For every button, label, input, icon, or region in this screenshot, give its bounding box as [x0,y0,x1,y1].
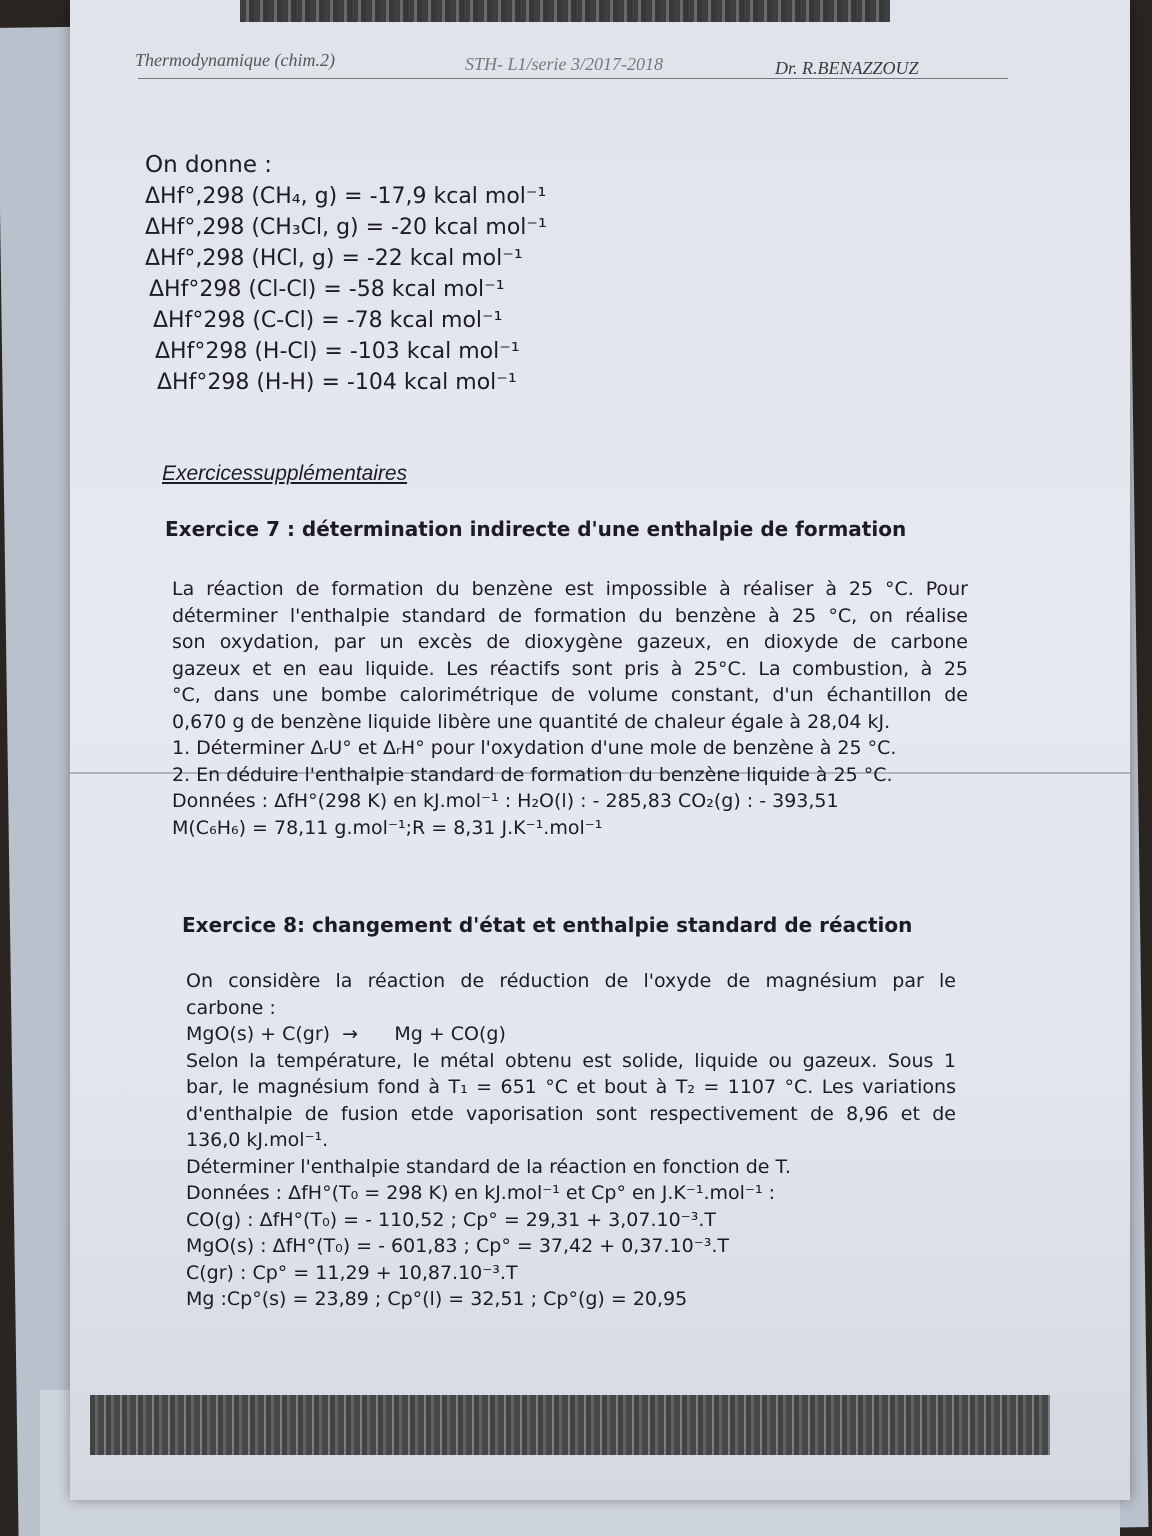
exercise-8-line: d'enthalpie de fusion etde vaporisation sont respectivement de 8,96 et de [186,1102,956,1125]
exercise-8-line: carbone : [186,996,276,1019]
exercise-7-text [172,576,968,841]
given-line: ΔHf°298 (C-Cl) = -78 kcal mol⁻¹ [153,308,503,333]
exercise-8-question: Déterminer l'enthalpie standard de la réaction en fonction de T. [186,1155,791,1178]
exercise-8-data: Données : ΔfH°(T₀ = 298 K) en kJ.mol⁻¹ et Cp° en J.K⁻¹.mol⁻¹ : [186,1182,776,1204]
exercise-8-line: On considère la réaction de réduction de l'oxyde de magnésium par le [186,970,956,992]
given-line: ΔHf°,298 (CH₄, g) = -17,9 kcal mol⁻¹ [145,184,547,209]
exercise-7-data: Données : ΔfH°(298 K) en kJ.mol⁻¹ : H₂O(l) : - 285,83 CO₂(g) : - 393,51 [172,790,839,812]
given-data-block [145,150,965,398]
top-print-smudge [240,0,890,22]
exercise-7-line: son oxydation, par un excès de dioxygène gazeux, en dioxyde de carbone [172,631,968,653]
exercise-7-line: gazeux et en eau liquide. Les réactifs sont pris à 25°C. La combustion, à 25 [172,657,968,680]
exercise-8-line: 136,0 kJ.mol⁻¹. [186,1129,329,1151]
exercise-8-line: Selon la température, le métal obtenu est solide, liquide ou gazeux. Sous 1 [186,1049,956,1072]
page-header [135,50,1005,86]
exercise-8-data: MgO(s) : ΔfH°(T₀) = - 601,83 ; Cp° = 37,42 + 0,37.10⁻³.T [186,1235,730,1257]
exercise-8-equation: MgO(s) + C(gr) → Mg + CO(g) [186,1023,506,1045]
exercise-8-data: CO(g) : ΔfH°(T₀) = - 110,52 ; Cp° = 29,31 + 3,07.10⁻³.T [186,1208,716,1231]
bottom-print-smudge [90,1395,1050,1455]
exercise-7-question-2: 2. En déduire l'enthalpie standard de formation du benzène liquide à 25 °C. [172,763,893,786]
exercise-8-data: Mg :Cp°(s) = 23,89 ; Cp°(l) = 32,51 ; Cp°(g) = 20,95 [186,1288,688,1310]
exercise-7-line: La réaction de formation du benzène est impossible à réaliser à 25 °C. Pour [172,578,968,600]
header-course: Thermodynamique (chim.2) [135,50,335,70]
exercise-7-title: Exercice 7 : détermination indirecte d'une enthalpie de formation [165,517,907,541]
header-author: Dr. R.BENAZZOUZ [775,58,919,78]
supplementary-title: Exercicessupplémentaires [162,462,408,485]
given-line: ΔHf°,298 (CH₃Cl, g) = -20 kcal mol⁻¹ [145,215,547,240]
exercise-7-question-1: 1. Déterminer ΔᵣU° et ΔᵣH° pour l'oxydation d'une mole de benzène à 25 °C. [172,737,897,759]
header-serie: STH- L1/serie 3/2017-2018 [465,54,663,74]
exercise-8-data: C(gr) : Cp° = 11,29 + 10,87.10⁻³.T [186,1261,518,1284]
exercise-7-line: °C, dans une bombe calorimétrique de volume constant, d'un échantillon de [172,684,968,706]
exercise-8-line: bar, le magnésium fond à T₁ = 651 °C et bout à T₂ = 1107 °C. Les variations [186,1076,956,1098]
exercise-7-data: M(C₆H₆) = 78,11 g.mol⁻¹;R = 8,31 J.K⁻¹.mol⁻¹ [172,816,603,839]
exercise-8-text [186,968,956,1313]
given-line: ΔHf°,298 (HCl, g) = -22 kcal mol⁻¹ [145,246,523,271]
given-line: ΔHf°298 (Cl-Cl) = -58 kcal mol⁻¹ [149,277,505,302]
exercise-7-line: déterminer l'enthalpie standard de formation du benzène à 25 °C, on réalise [172,604,968,627]
exercise-8-title: Exercice 8: changement d'état et enthalpie standard de réaction [182,913,913,937]
given-title: On donne : [145,152,273,178]
given-line: ΔHf°298 (H-Cl) = -103 kcal mol⁻¹ [155,339,520,364]
given-line: ΔHf°298 (H-H) = -104 kcal mol⁻¹ [157,370,517,395]
exercise-7-line: 0,670 g de benzène liquide libère une quantité de chaleur égale à 28,04 kJ. [172,710,891,733]
header-rule [138,78,1008,79]
